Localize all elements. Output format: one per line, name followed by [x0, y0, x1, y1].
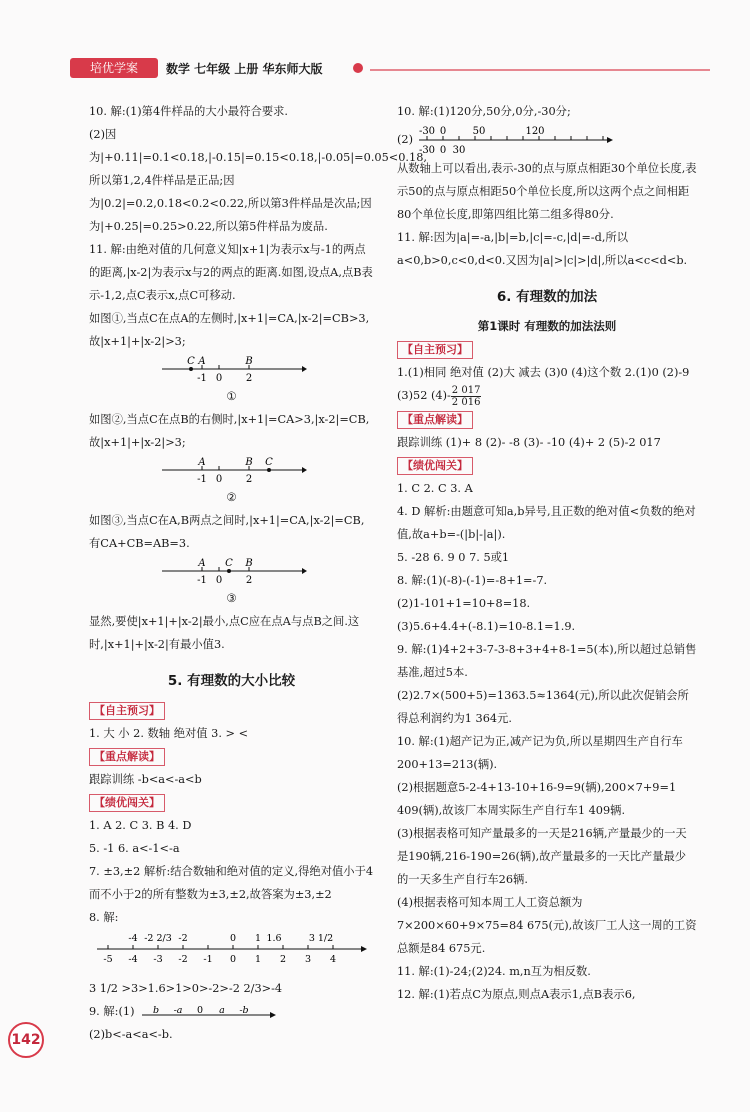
answer-text: 9. 解:(1)4+2+3-7-3-8+3+4+8-1=5(本),所以超过总销售基准,超过5本. [397, 642, 697, 679]
answer-text: 显然,要使|x+1|+|x-2|最小,点C应在点A与点B之间.这时,|x+1|+|x-2|有最小值3. [89, 615, 360, 651]
tick-label: 2 [245, 474, 252, 485]
point-label: -4 [128, 933, 138, 944]
number-line-r10 [417, 123, 617, 157]
header-rule [370, 69, 710, 71]
point-label: 1.6 [266, 933, 282, 944]
lesson-title: 第1课时 有理数的加法法则 [477, 319, 617, 333]
number-line-q9 [138, 1003, 278, 1021]
answer-text [89, 1000, 374, 1023]
tick-label: -3 [153, 954, 163, 965]
answer-text: (2)因为|+0.11|=0.1<0.18,|-0.15|=0.15<0.18,|-0.05|=0.05<0.18,所以第1,2,4件样品是正品;因为|0.2|=0.2,0.18<0.2<0.22,所以第3件样品是次品;因为|+0.25|=0.25>0.22,所以第5件样品为废品. [89, 128, 427, 233]
point-label: C [224, 558, 233, 569]
answer-text: (2)1-101+1=10+8=18. [397, 596, 531, 610]
point-label: 0 [439, 126, 446, 137]
answer-text: 如图①,当点C在点A的左侧时,|x+1|=CA,|x-2|=CB>3,故|x+1|+|x-2|>3; [89, 312, 370, 348]
tick-label: -1 [196, 474, 207, 485]
point-label: B [244, 558, 253, 569]
point-label: B [244, 356, 253, 367]
fraction-numerator: 2 017 [451, 384, 481, 396]
answer-text: 9. 解:(1) [89, 1005, 135, 1018]
section-tag: 【自主预习】 [397, 341, 473, 359]
point-label: b [153, 1005, 160, 1016]
answer-text: 5. -28 6. 9 0 7. 5或1 [397, 550, 510, 564]
section-tag: 【绩优闯关】 [89, 794, 165, 812]
point-label: B [244, 457, 253, 468]
point-label: C [186, 356, 195, 367]
number-line-figure-2 [157, 456, 307, 486]
tick-label: -4 [128, 954, 138, 965]
answer-text [397, 123, 697, 157]
point-label: -2 2/3 [144, 933, 172, 944]
answer-text: 7. ±3,±2 解析:结合数轴和绝对值的定义,得绝对值小于4而不小于2的所有整数为±3,±2,故答案为±3,±2 [89, 865, 374, 901]
point-label: 0 [197, 1005, 204, 1016]
point-label: 3 1/2 [308, 933, 334, 944]
point-label: -a [173, 1005, 183, 1016]
answer-text: 1. A 2. C 3. B 4. D [89, 819, 192, 832]
answer-text: 10. 解:(1)第4件样品的大小最符合要求. [89, 105, 289, 118]
tick-label: -1 [196, 373, 207, 384]
figure-label: ③ [226, 592, 237, 605]
tick-label: 0 [439, 145, 446, 156]
page-number: 142 [8, 1022, 44, 1058]
answer-text: (2)b<-a<a<-b. [89, 1028, 173, 1041]
fraction-denominator: 2 016 [451, 396, 481, 408]
answer-text: 8. 解:(1)(-8)-(-1)=-8+1=-7. [397, 573, 548, 587]
point-label: A [197, 457, 206, 468]
section-tag: 【绩优闯关】 [397, 457, 473, 475]
tick-label: 30 [452, 145, 465, 156]
tick-label: 2 [245, 575, 252, 586]
point-label: A [197, 356, 206, 367]
answer-text [397, 361, 697, 408]
fraction [451, 385, 482, 408]
figure-label: ① [226, 390, 237, 403]
number-line-figure-3 [157, 557, 307, 587]
tick-label: 0 [215, 373, 222, 384]
point-label: -30 [418, 126, 435, 137]
answer-text: 11. 解:因为|a|=-a,|b|=b,|c|=-c,|d|=-d,所以a<0,b>0,c<0,d<0.又因为|a|>|c|>|d|,所以a<c<d<b. [397, 231, 688, 267]
point-label: a [219, 1005, 225, 1016]
point-label: -2 [178, 933, 188, 944]
answer-text: 3 1/2 >3>1.6>1>0>-2>-2 2/3>-4 [89, 982, 283, 995]
right-column [397, 100, 697, 1006]
section-tag: 【重点解读】 [89, 748, 165, 766]
point-label: A [197, 558, 206, 569]
tick-label: 1 [254, 954, 262, 965]
answer-text: 10. 解:(1)超产记为正,减产记为负,所以星期四生产自行车200+13=213(辆). [397, 734, 683, 771]
tick-label: 3 [304, 954, 312, 965]
page-header [70, 56, 710, 82]
point-label: 120 [525, 126, 545, 137]
point-label: -b [239, 1005, 249, 1016]
answer-text: 如图③,当点C在A,B两点之间时,|x+1|=CA,|x-2|=CB,有CA+CB=AB=3. [89, 514, 365, 550]
answer-text: (2)2.7×(500+5)=1363.5≈1364(元),所以此次促销会所得总利润约为1 364元. [397, 688, 689, 725]
answer-text: 如图②,当点C在点B的右侧时,|x+1|=CA>3,|x-2|=CB,故|x+1|+|x-2|>3; [89, 413, 370, 449]
answer-text: (2)根据题意5-2-4+13-10+16-9=9(辆),200×7+9=1 409(辆),故该厂本周实际生产自行车1 409辆. [397, 780, 677, 817]
series-badge: 培优学案 [70, 58, 158, 78]
section-title: 5. 有理数的大小比较 [167, 673, 296, 689]
answer-text: 8. 解: [89, 911, 119, 924]
answer-text: 跟踪训练 (1)+ 8 (2)- -8 (3)- -10 (4)+ 2 (5)-2 017 [397, 435, 661, 449]
answer-text: 10. 解:(1)120分,50分,0分,-30分; [397, 105, 571, 118]
answer-text: 12. 解:(1)若点C为原点,则点A表示1,点B表示6, [397, 987, 636, 1001]
answer-text: 1.(1)相同 绝对值 (2)大 减去 (3)0 (4)这个数 2.(1)0 (2)-9 (3)52 (4)- [397, 366, 690, 402]
answer-text: (3)5.6+4.4+(-8.1)=10-8.1=1.9. [397, 619, 576, 633]
answer-text: (3)根据表格可知产量最多的一天是216辆,产量最少的一天是190辆,216-190=26(辆),故产量最多的一天比产量最少的一天多生产自行车26辆. [397, 826, 687, 886]
section-tag: 【重点解读】 [397, 411, 473, 429]
tick-label: 4 [329, 954, 337, 965]
tick-label: 0 [215, 474, 222, 485]
answer-text: 5. -1 6. a<-1<-a [89, 842, 180, 855]
book-title: 数学 七年级 上册 华东师大版 [166, 62, 323, 76]
point-label: C [264, 457, 273, 468]
tick-label: 0 [215, 575, 222, 586]
point-label: 1 [254, 933, 262, 944]
answer-text: 1. C 2. C 3. A [397, 481, 473, 495]
number-line-q8 [89, 929, 369, 969]
answer-text: 从数轴上可以看出,表示-30的点与原点相距30个单位长度,表示50的点与原点相距50个单位长度,所以这两个点之间相距80个单位长度,即第四组比第二组多得80分. [397, 162, 697, 221]
answer-text: 11. 解:(1)-24;(2)24. m,n互为相反数. [397, 964, 591, 978]
number-line-figure-1 [157, 355, 307, 385]
tick-label: -1 [203, 954, 213, 965]
tick-label: 2 [279, 954, 287, 965]
section-tag: 【自主预习】 [89, 702, 165, 720]
answer-text: (4)根据表格可知本周工人工资总额为7×200×60+9×75=84 675(元),故该厂工人这一周的工资总额是84 675元. [397, 895, 697, 955]
answer-text: 1. 大 小 2. 数轴 绝对值 3. > < [89, 727, 249, 740]
section-title: 6. 有理数的加法 [496, 289, 598, 305]
tick-label: 2 [245, 373, 252, 384]
tick-label: -5 [103, 954, 113, 965]
tick-label: -2 [178, 954, 188, 965]
point-label: 0 [229, 933, 237, 944]
answer-text: 4. D 解析:由题意可知a,b异号,且正数的绝对值<负数的绝对值,故a+b=-(|b|-|a|). [397, 504, 696, 541]
figure-label: ② [226, 491, 237, 504]
tick-label: -1 [196, 575, 207, 586]
point-label: 50 [472, 126, 485, 137]
answer-text: 跟踪训练 -b<a<-a<b [89, 773, 202, 786]
tick-label: 0 [229, 954, 237, 965]
answer-text: 11. 解:由绝对值的几何意义知|x+1|为表示x与-1的两点的距离,|x-2|为表示x与2的两点的距离.如图,设点A,点B表示-1,2,点C表示x,点C可移动. [89, 243, 373, 302]
tick-label: -30 [418, 145, 435, 156]
header-dot-icon [353, 63, 363, 73]
answer-text: (2) [397, 133, 414, 146]
